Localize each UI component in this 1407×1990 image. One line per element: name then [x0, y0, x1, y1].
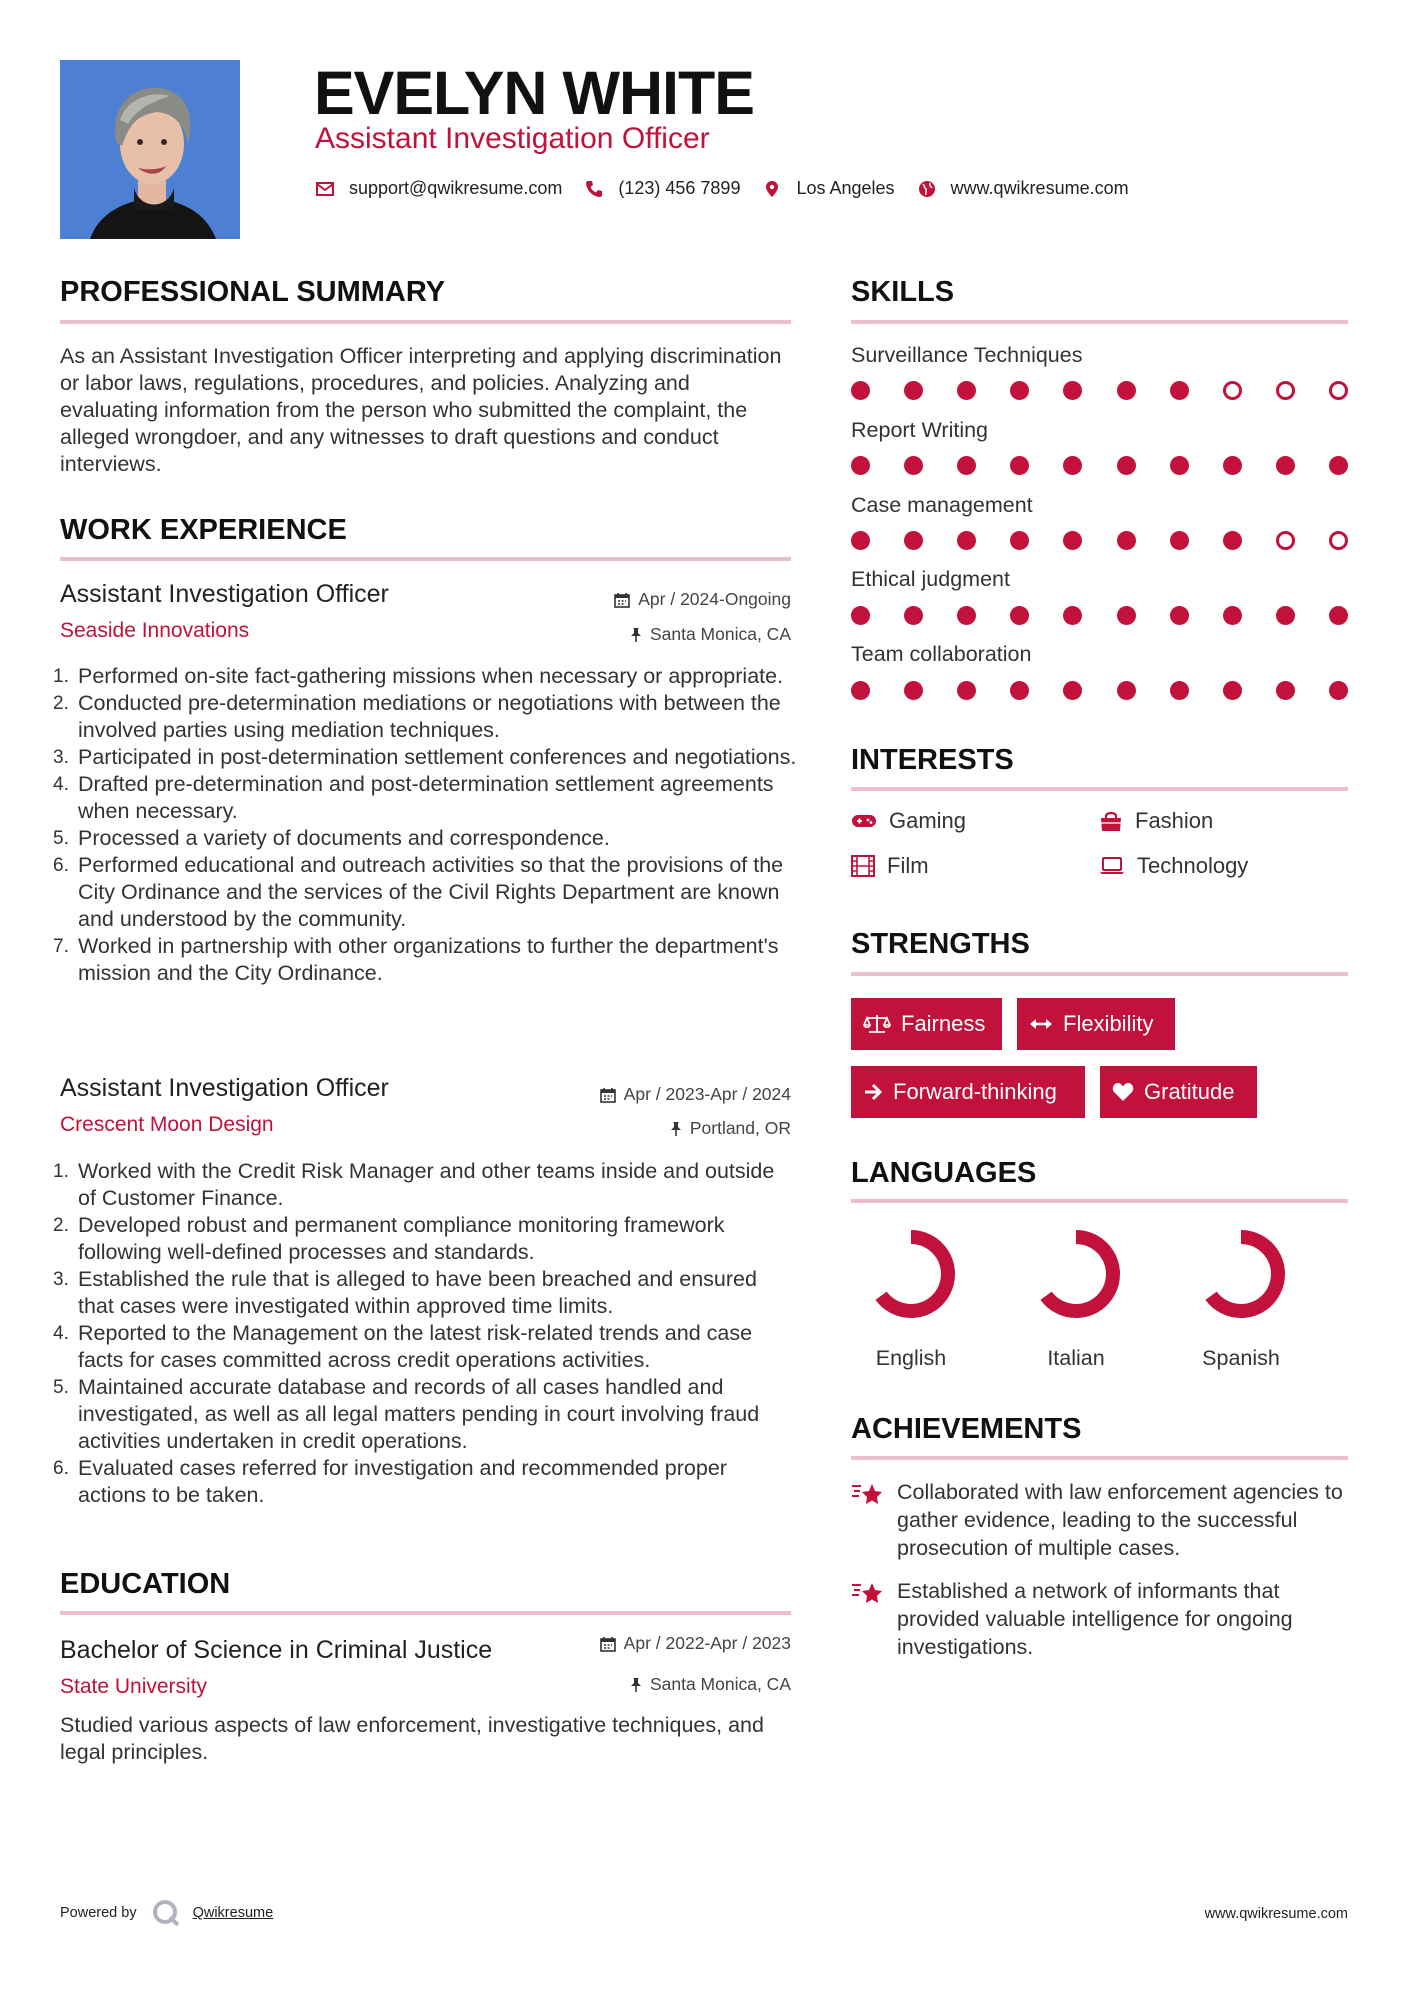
skill-dot-filled — [1063, 381, 1082, 400]
profile-photo — [60, 60, 240, 239]
language-name: Spanish — [1202, 1346, 1280, 1370]
skill-dot-empty — [1223, 381, 1242, 400]
skill-dot-filled — [851, 681, 870, 700]
skill-dot-filled — [1329, 456, 1348, 475]
film-icon — [851, 855, 875, 877]
job-location — [630, 624, 791, 645]
list-item: 5. Maintained accurate database and records of all cases handled and investigated, as well as all legal matters pending in court involving fraud activities undertaken in credit operations. — [53, 1375, 760, 1453]
strength-tag: Gratitude — [1100, 1066, 1257, 1118]
degree-title: Bachelor of Science in Criminal Justice — [60, 1636, 493, 1664]
footer-powered-by — [60, 1898, 273, 1928]
skill-dot-filled — [1276, 681, 1295, 700]
pushpin-icon — [630, 1677, 642, 1693]
language-level-ring — [863, 1226, 959, 1322]
achievements-heading: ACHIEVEMENTS — [851, 1413, 1082, 1445]
interest-item: Film — [851, 853, 929, 879]
job-title: Assistant Investigation Officer — [60, 1074, 389, 1102]
skill-name: Team collaboration — [851, 642, 1032, 666]
skill-rating — [851, 606, 1348, 626]
skill-dot-filled — [1117, 456, 1136, 475]
summary-heading: PROFESSIONAL SUMMARY — [60, 276, 446, 308]
language-level-ring — [1193, 1226, 1289, 1322]
skill-dot-filled — [1223, 606, 1242, 625]
pushpin-icon — [670, 1121, 682, 1137]
skill-dot-filled — [1170, 381, 1189, 400]
footer-brand-link[interactable]: Qwikresume — [192, 1905, 274, 1921]
globe-icon — [917, 179, 937, 199]
list-item: 3. Participated in post-determination settlement conferences and negotiations. — [53, 745, 797, 769]
school-name: State University — [60, 1675, 208, 1698]
skill-dot-filled — [1117, 681, 1136, 700]
skill-dot-filled — [1010, 531, 1029, 550]
skill-name: Case management — [851, 493, 1033, 517]
achievement-text: Collaborated with law enforcement agencies to gather evidence, leading to the successful prosecution of multiple cases. — [897, 1480, 1343, 1560]
envelope-icon — [315, 179, 335, 199]
skill-dot-filled — [1010, 381, 1029, 400]
skill-dot-filled — [1329, 606, 1348, 625]
skill-dot-filled — [957, 531, 976, 550]
candidate-title: Assistant Investigation Officer — [315, 122, 710, 155]
skill-dot-filled — [1276, 606, 1295, 625]
skill-dot-filled — [904, 381, 923, 400]
candidate-name: EVELYN WHITE — [314, 59, 754, 127]
strength-tag: Forward-thinking — [851, 1066, 1085, 1118]
heart-icon — [1112, 1082, 1134, 1102]
language-item — [1016, 1226, 1136, 1371]
skill-dot-filled — [851, 456, 870, 475]
qwikresume-logo-icon — [151, 1898, 181, 1928]
phone-icon — [584, 179, 604, 199]
skill-dot-filled — [851, 531, 870, 550]
shopping-bag-icon — [1099, 810, 1123, 832]
skill-rating — [851, 681, 1348, 701]
language-level-ring — [1028, 1226, 1124, 1322]
skill-dot-filled — [957, 456, 976, 475]
skill-dot-filled — [1329, 681, 1348, 700]
skill-dot-filled — [957, 606, 976, 625]
summary-text: As an Assistant Investigation Officer interpreting and applying discrimination or labor laws, regulations, procedures, and policies. Analyzing and evaluating information from the person who submitted the complaint, the alleged wrongdoer, and any witnesses to draft questions and conduct interviews. — [60, 344, 782, 476]
skill-rating — [851, 381, 1348, 401]
experience-divider — [60, 557, 791, 561]
skill-dot-filled — [957, 681, 976, 700]
skills-heading: SKILLS — [851, 276, 955, 308]
achievements-divider — [851, 1456, 1348, 1460]
skill-name: Ethical judgment — [851, 567, 1010, 591]
skill-dot-filled — [1223, 456, 1242, 475]
languages-divider — [851, 1199, 1348, 1203]
contact-website[interactable]: www.qwikresume.com — [950, 178, 1129, 198]
job-location-text: Portland, OR — [689, 1118, 791, 1138]
list-item: 3. Established the rule that is alleged to have been breached and ensured that cases were investigated within approved time limits. — [53, 1267, 757, 1318]
job-bullets — [53, 663, 798, 987]
skill-dot-filled — [1063, 681, 1082, 700]
interests-divider — [851, 787, 1348, 791]
gamepad-icon — [851, 813, 877, 829]
skill-rating — [851, 531, 1348, 551]
interest-item: Technology — [1099, 853, 1248, 879]
scale-icon — [863, 1013, 891, 1035]
pushpin-icon — [630, 627, 642, 643]
job-dates — [600, 1084, 791, 1105]
calendar-icon — [614, 592, 630, 608]
job-dates-text: Apr / 2023-Apr / 2024 — [623, 1084, 791, 1104]
language-level-arc — [1211, 1237, 1278, 1311]
powered-by-label: Powered by — [60, 1905, 137, 1921]
job-dates-text: Apr / 2024-Ongoing — [638, 589, 791, 609]
list-item: 4. Reported to the Management on the latest risk-related trends and case facts for cases committed across credit operations activities. — [53, 1321, 753, 1372]
achievement-item — [851, 1577, 1351, 1661]
laptop-icon — [1099, 856, 1125, 876]
skill-dot-filled — [1170, 681, 1189, 700]
languages-heading: LANGUAGES — [851, 1157, 1037, 1189]
list-item: 5. Processed a variety of documents and correspondence. — [53, 826, 610, 850]
shooting-star-icon — [851, 1480, 885, 1508]
arrow-right-icon — [863, 1082, 883, 1102]
summary-divider — [60, 320, 791, 324]
portrait-image — [60, 60, 240, 239]
contact-location: Los Angeles — [796, 178, 895, 198]
arrows-horizontal-icon — [1029, 1017, 1053, 1031]
skill-dot-filled — [1063, 606, 1082, 625]
education-location-text: Santa Monica, CA — [649, 1674, 791, 1694]
education-heading: EDUCATION — [60, 1568, 231, 1600]
skill-dot-filled — [851, 606, 870, 625]
skill-dot-filled — [1223, 681, 1242, 700]
skill-dot-filled — [904, 456, 923, 475]
job-location — [670, 1118, 791, 1139]
skill-dot-filled — [1117, 606, 1136, 625]
strength-tag: Fairness — [851, 998, 1002, 1050]
skill-dot-filled — [1170, 456, 1189, 475]
skill-dot-empty — [1276, 531, 1295, 550]
language-level-arc — [1046, 1237, 1113, 1311]
footer-website[interactable]: www.qwikresume.com — [1204, 1906, 1348, 1922]
language-level-arc — [881, 1237, 948, 1311]
shooting-star-icon — [851, 1579, 885, 1607]
skill-dot-filled — [851, 381, 870, 400]
language-name: English — [875, 1346, 947, 1370]
skill-dot-filled — [1223, 531, 1242, 550]
language-name: Italian — [1047, 1346, 1105, 1370]
list-item: 4. Drafted pre-determination and post-determination settlement agreements when necessary. — [53, 772, 774, 823]
interest-item: Gaming — [851, 808, 966, 834]
strengths-heading: STRENGTHS — [851, 928, 1030, 960]
skill-dot-filled — [904, 606, 923, 625]
language-item — [1181, 1226, 1301, 1371]
list-item: 1. Performed on-site fact-gathering missions when necessary or appropriate. — [53, 664, 784, 688]
skill-dot-empty — [1329, 381, 1348, 400]
list-item: 6. Evaluated cases referred for investigation and recommended proper actions to be taken. — [53, 1456, 727, 1507]
achievement-item — [851, 1478, 1351, 1562]
list-item: 1. Worked with the Credit Risk Manager and other teams inside and outside of Customer Finance. — [53, 1159, 775, 1210]
achievement-text: Established a network of informants that provided valuable intelligence for ongoing investigations. — [897, 1579, 1293, 1659]
interest-item: Fashion — [1099, 808, 1213, 834]
skill-dot-filled — [1170, 531, 1189, 550]
skill-dot-filled — [957, 381, 976, 400]
strengths-divider — [851, 972, 1348, 976]
strength-tag: Flexibility — [1017, 998, 1175, 1050]
skill-dot-empty — [1329, 531, 1348, 550]
job-company: Seaside Innovations — [60, 619, 250, 642]
skill-dot-filled — [1063, 456, 1082, 475]
skill-dot-filled — [904, 531, 923, 550]
list-item: 7. Worked in partnership with other organizations to further the department's mission and the City Ordinance. — [53, 934, 779, 985]
skill-dot-filled — [1010, 606, 1029, 625]
education-description: Studied various aspects of law enforcement, investigative techniques, and legal principles. — [60, 1713, 764, 1764]
list-item: 2. Conducted pre-determination mediations or negotiations with between the involved parties using mediation techniques. — [53, 691, 781, 742]
map-pin-icon — [762, 179, 782, 199]
interests-heading: INTERESTS — [851, 744, 1014, 776]
calendar-icon — [600, 1087, 616, 1103]
skill-dot-filled — [904, 681, 923, 700]
list-item: 2. Developed robust and permanent compliance monitoring framework following well-defined processes and standards. — [53, 1213, 725, 1264]
skill-dot-filled — [1010, 681, 1029, 700]
skill-dot-filled — [1117, 381, 1136, 400]
skill-dot-filled — [1010, 456, 1029, 475]
contact-phone: (123) 456 7899 — [618, 178, 741, 198]
contact-email[interactable]: support@qwikresume.com — [349, 178, 563, 198]
job-company: Crescent Moon Design — [60, 1113, 274, 1136]
contact-bar — [315, 178, 1151, 199]
language-item — [851, 1226, 971, 1371]
job-title: Assistant Investigation Officer — [60, 580, 389, 608]
skills-divider — [851, 320, 1348, 324]
skill-rating — [851, 456, 1348, 476]
education-location — [630, 1674, 791, 1695]
skill-dot-filled — [1117, 531, 1136, 550]
education-divider — [60, 1611, 791, 1615]
skill-dot-filled — [1063, 531, 1082, 550]
experience-heading: WORK EXPERIENCE — [60, 514, 347, 546]
skill-name: Report Writing — [851, 418, 989, 442]
education-dates-text: Apr / 2022-Apr / 2023 — [623, 1633, 791, 1653]
job-dates — [614, 589, 791, 610]
skill-dot-filled — [1276, 456, 1295, 475]
job-bullets — [53, 1158, 798, 1509]
skill-name: Surveillance Techniques — [851, 343, 1083, 367]
job-location-text: Santa Monica, CA — [649, 624, 791, 644]
skill-dot-filled — [1170, 606, 1189, 625]
list-item: 6. Performed educational and outreach activities so that the provisions of the City Ordinance and the services of the Civil Rights Department are known and understood by the community. — [53, 853, 784, 931]
calendar-icon — [600, 1636, 616, 1652]
education-dates — [600, 1633, 791, 1654]
skill-dot-empty — [1276, 381, 1295, 400]
